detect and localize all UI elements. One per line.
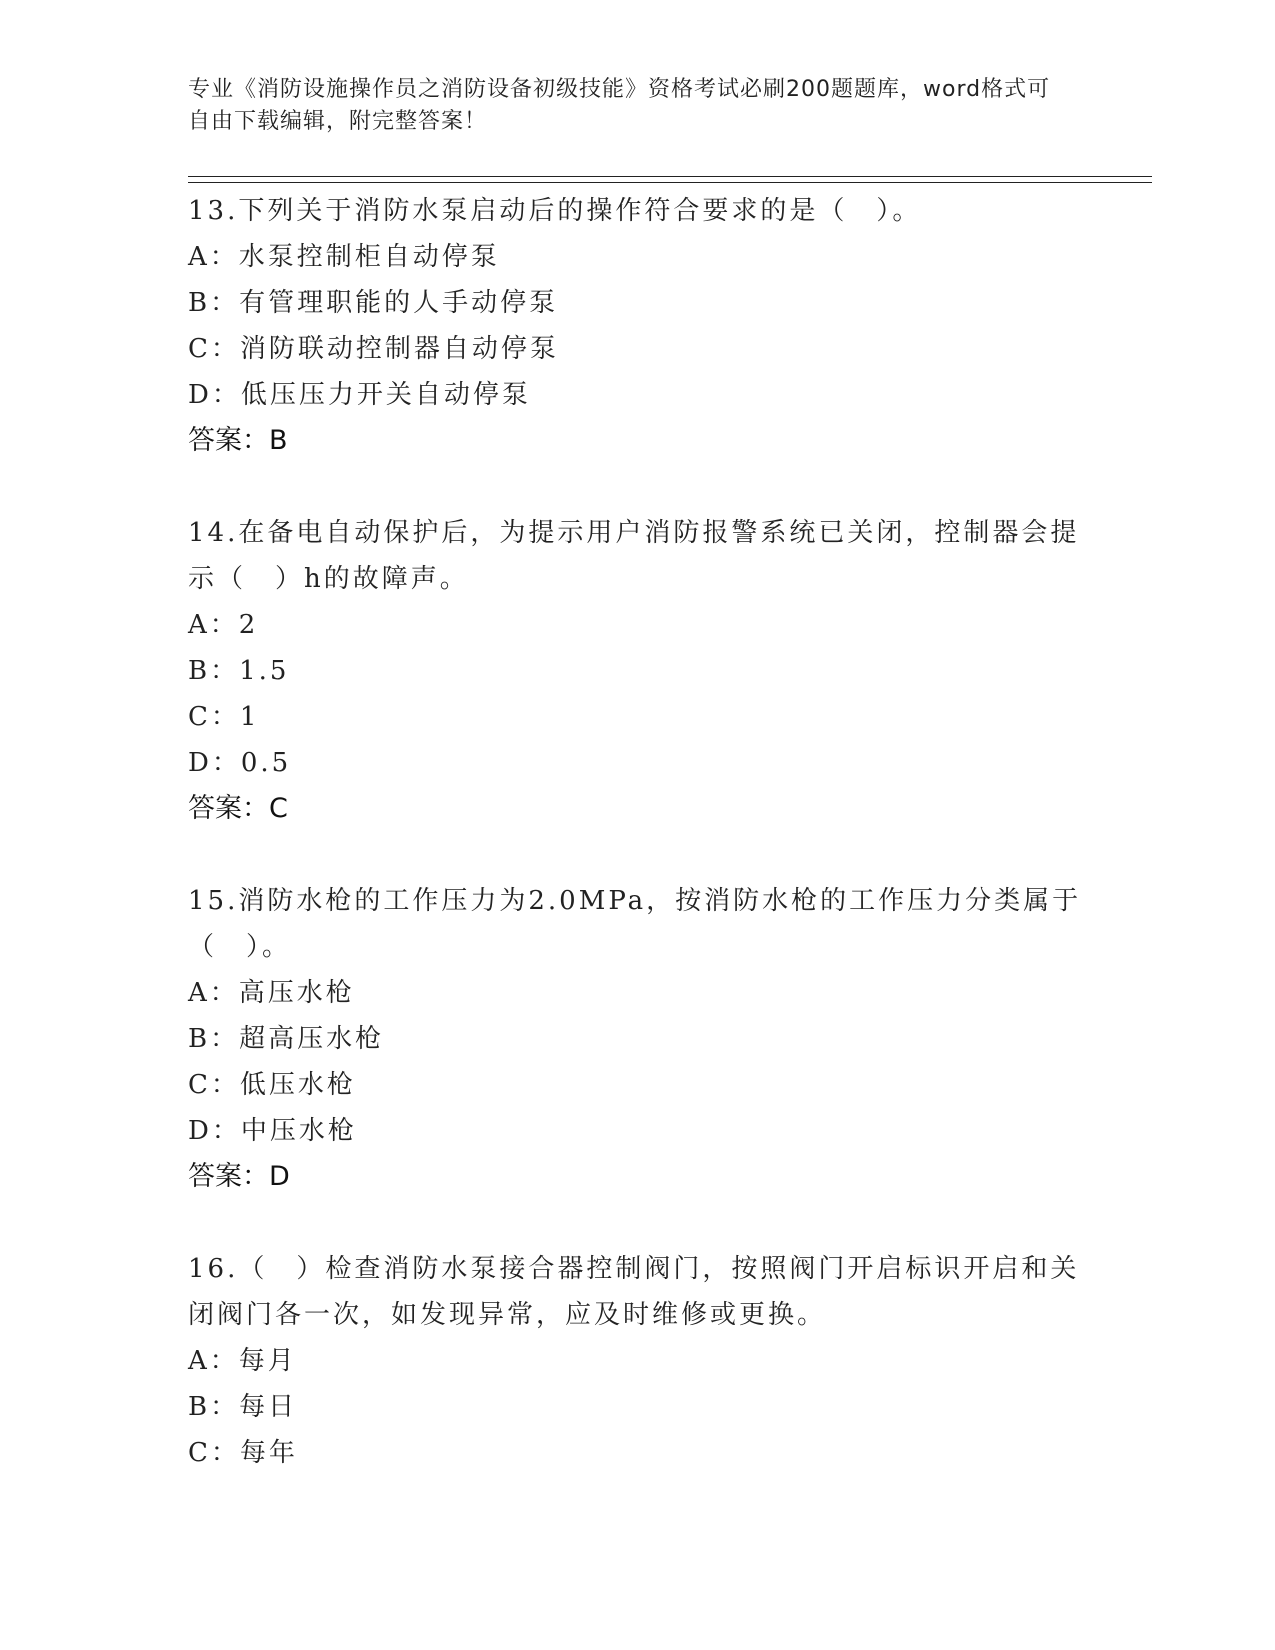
option-b: B：有管理职能的人手动停泵 — [188, 288, 559, 318]
option-d: D：低压压力开关自动停泵 — [188, 380, 531, 410]
option-d: D：中压水枪 — [188, 1116, 357, 1146]
header-rule-top — [188, 176, 1152, 177]
answer: 答案：C — [188, 793, 288, 824]
option-a: A：水泵控制柜自动停泵 — [188, 242, 500, 272]
option-d: D：0.5 — [188, 748, 292, 778]
question-13 — [188, 188, 1088, 464]
question-list — [188, 188, 1088, 1522]
question-text: 16.（ ）检查消防水泵接合器控制阀门，按照阀门开启标识开启和关闭阀门各一次，如发现异常，应及时维修或更换。 — [188, 1254, 1080, 1330]
document-header: 专业《消防设施操作员之消防设备初级技能》资格考试必刷200题题库，word格式可自由下载编辑，附完整答案！ — [188, 77, 1051, 134]
option-c: C：低压水枪 — [188, 1070, 356, 1100]
answer: 答案：D — [188, 1161, 290, 1192]
option-a: A：高压水枪 — [188, 978, 355, 1008]
option-b: B：每日 — [188, 1392, 298, 1422]
question-text: 15.消防水枪的工作压力为2.0MPa，按消防水枪的工作压力分类属于（ ）。 — [188, 886, 1082, 962]
option-a: A：每月 — [188, 1346, 297, 1376]
option-b: B：1.5 — [188, 656, 290, 686]
header-rule-bottom — [188, 182, 1152, 183]
question-16 — [188, 1246, 1088, 1476]
question-15 — [188, 878, 1088, 1200]
option-b: B：超高压水枪 — [188, 1024, 385, 1054]
option-c: C：1 — [188, 702, 260, 732]
option-a: A：2 — [188, 610, 259, 640]
question-14 — [188, 510, 1088, 832]
question-text: 14.在备电自动保护后，为提示用户消防报警系统已关闭，控制器会提示（ ）h的故障声。 — [188, 518, 1080, 594]
option-c: C：消防联动控制器自动停泵 — [188, 334, 559, 364]
question-text: 13.下列关于消防水泵启动后的操作符合要求的是（ ）。 — [188, 196, 922, 226]
option-c: C：每年 — [188, 1438, 298, 1468]
answer: 答案：B — [188, 425, 288, 456]
